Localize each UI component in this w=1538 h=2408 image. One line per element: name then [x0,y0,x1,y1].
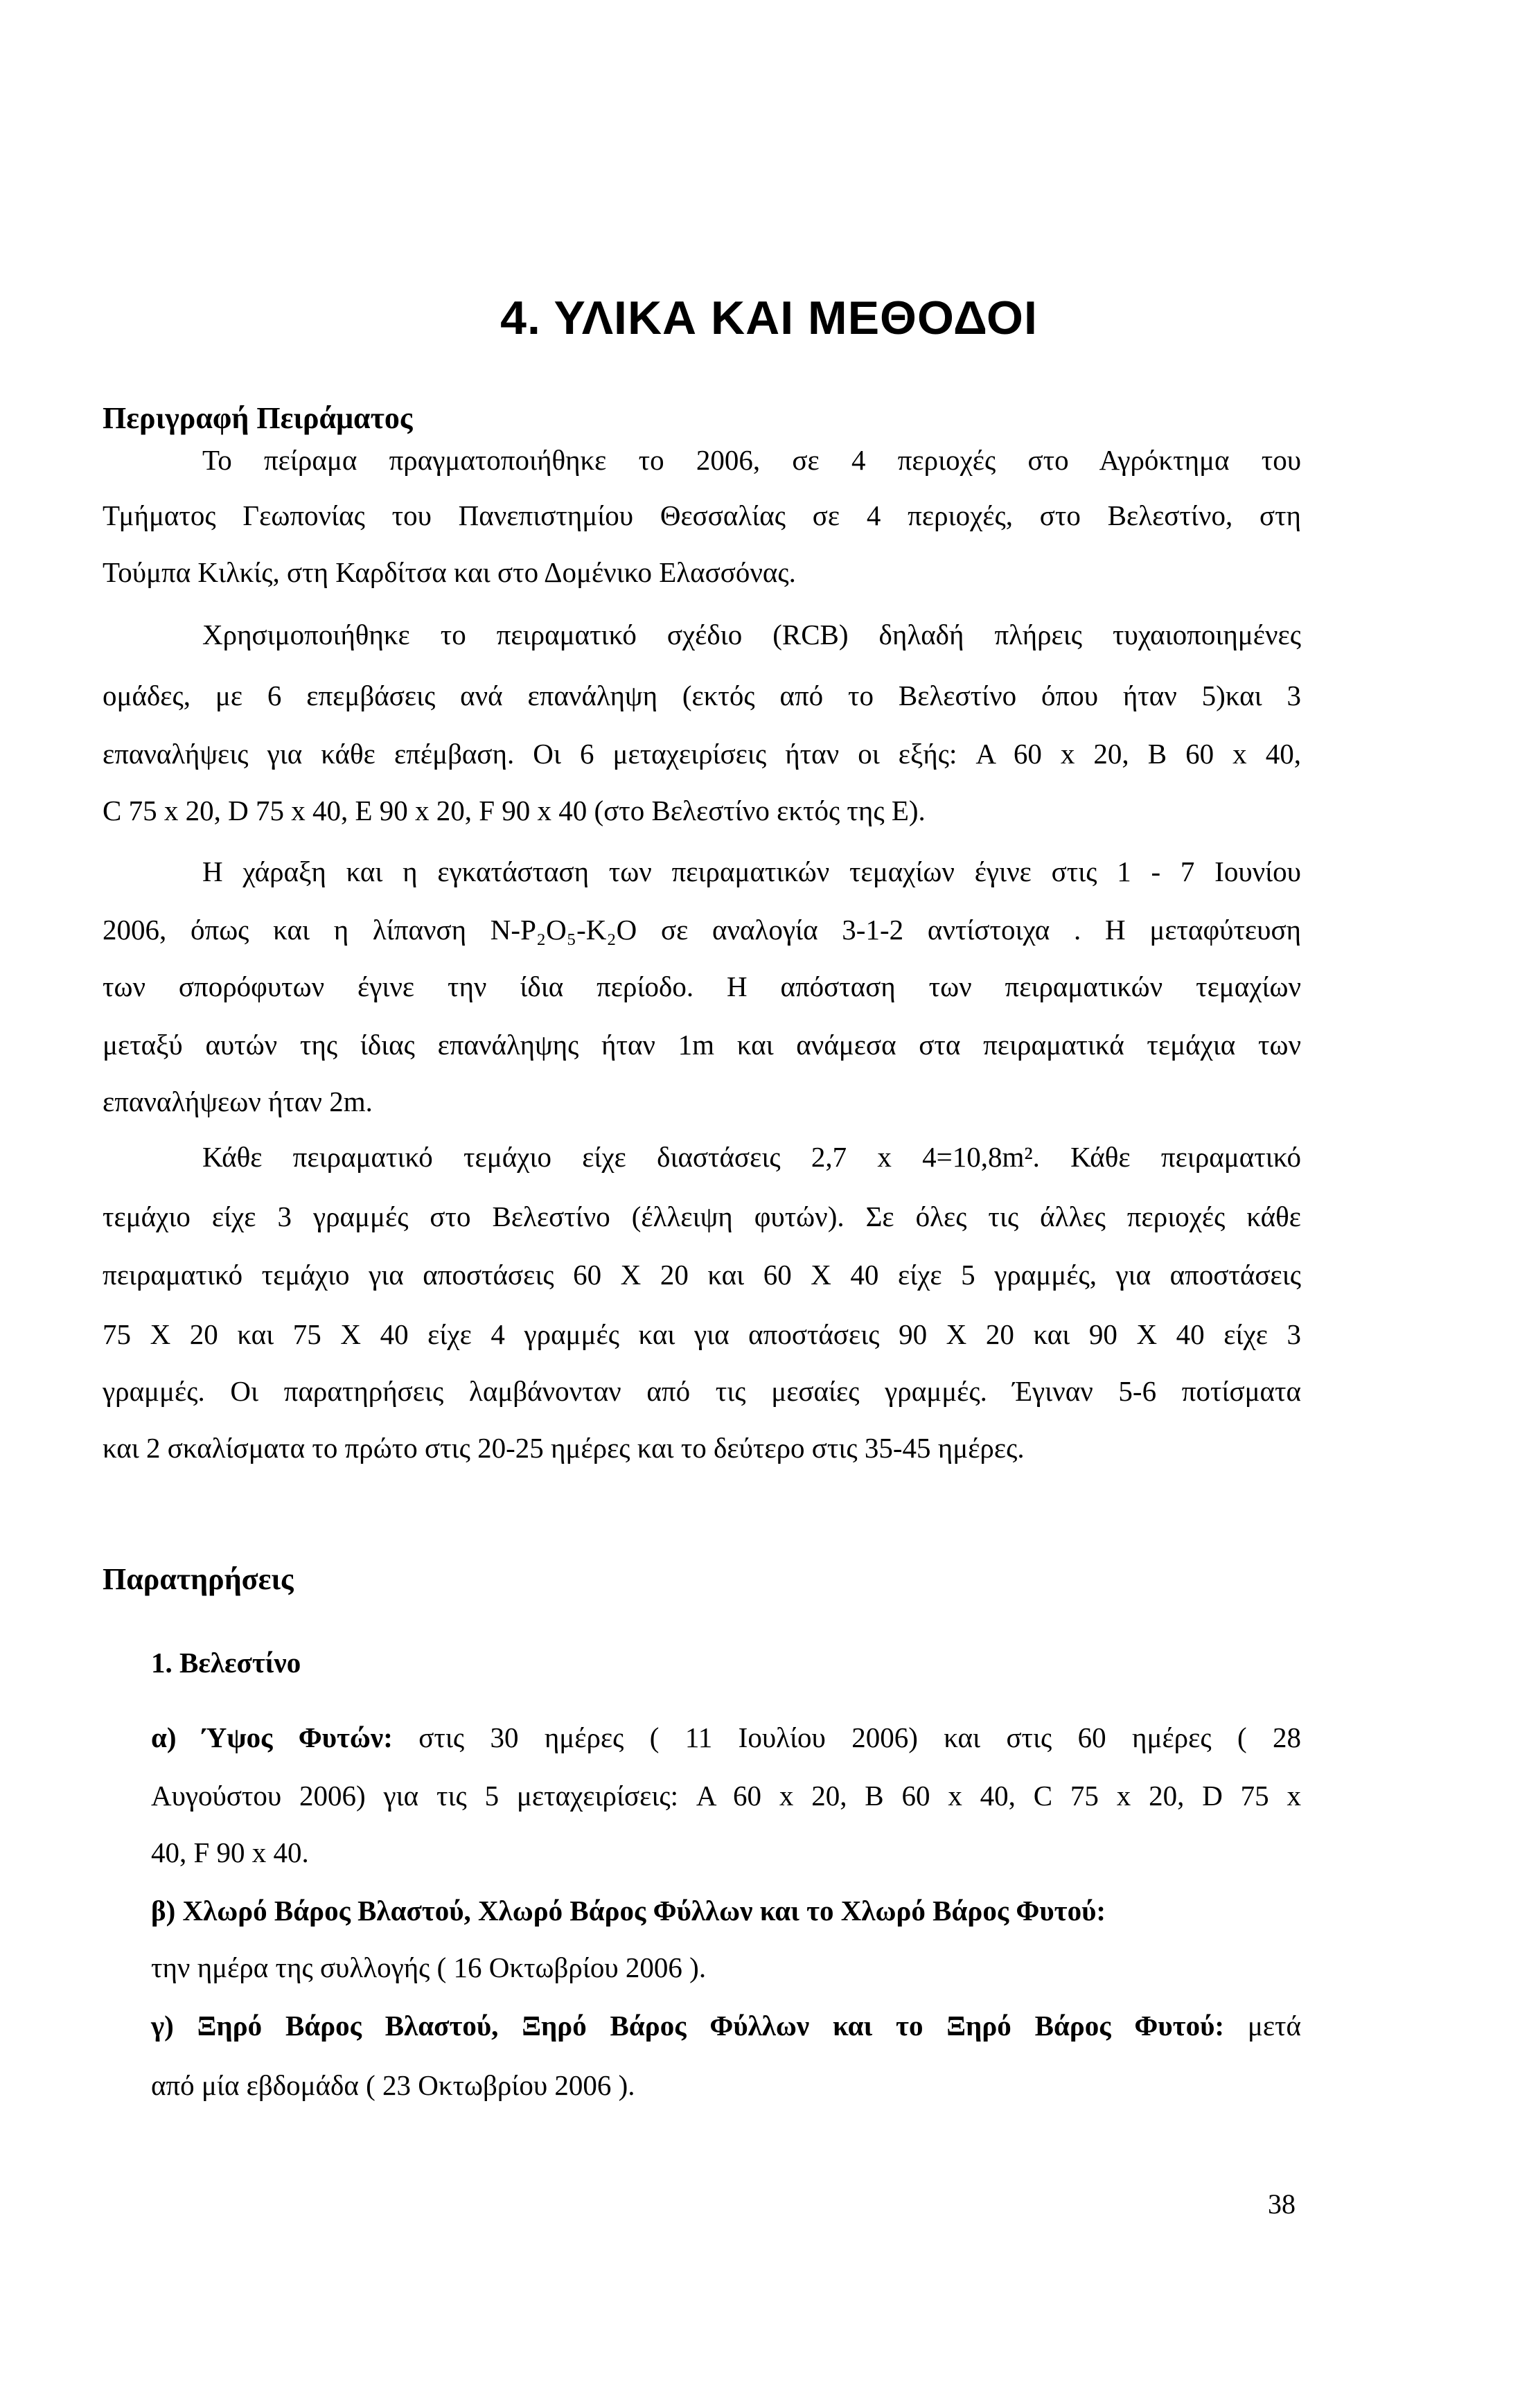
paragraph-line: Το πείραμα πραγματοποιήθηκε το 2006, σε 4 περιοχές στο Αγρόκτημα του [202,444,1301,476]
item-label-b: β) Χλωρό Βάρος Βλαστού, Χλωρό Βάρος Φύλλων και το Χλωρό Βάρος Φυτού: [151,1895,1106,1927]
item-text-c: μετά [1247,2010,1302,2042]
paragraph-line: Η χάραξη και η εγκατάσταση των πειραματικών τεμαχίων έγινε στις 1 - 7 Ιουνίου [202,856,1301,887]
paragraph-line: τεμάχιο είχε 3 γραμμές στο Βελεστίνο (έλλειψη φυτών). Σε όλες τις άλλες περιοχές κάθε [103,1201,1301,1232]
item-label-a: α) Ύψος Φυτών: [151,1721,393,1753]
item-label-c: γ) Ξηρό Βάρος Βλαστού, Ξηρό Βάρος Φύλλων και το Ξηρό Βάρος Φυτού: [151,2010,1225,2042]
subsection-heading-velestino: 1. Βελεστίνο [151,1647,301,1679]
paragraph-line: Κάθε πειραματικό τεμάχιο είχε διαστάσεις 2,7 x 4=10,8m². Κάθε πειραματικό [202,1141,1301,1173]
paragraph-line: πειραματικό τεμάχιο για αποστάσεις 60 X 20 και 60 X 40 είχε 5 γραμμές, για αποστάσεις [103,1259,1301,1291]
paragraph-line: Τμήματος Γεωπονίας του Πανεπιστημίου Θεσσαλίας σε 4 περιοχές, στο Βελεστίνο, στη [103,499,1301,531]
paragraph-line: επαναλήψεων ήταν 2m. [103,1086,373,1117]
paragraph-line: 75 X 20 και 75 X 40 είχε 4 γραμμές και για αποστάσεις 90 X 20 και 90 X 40 είχε 3 [103,1318,1301,1350]
paragraph-line: ομάδες, με 6 επεμβάσεις ανά επανάληψη (εκτός από το Βελεστίνο όπου ήταν 5)και 3 [103,680,1301,711]
paragraph-line: γραμμές. Οι παρατηρήσεις λαμβάνονταν από τις μεσαίες γραμμές. Έγιναν 5-6 ποτίσματα [103,1375,1301,1407]
page-title: 4. ΥΛΙΚΑ ΚΑΙ ΜΕΘΟΔΟΙ [500,292,1038,344]
page-number: 38 [1268,2188,1296,2220]
paragraph-line [151,2012,1301,2040]
paragraph-line: Αυγούστου 2006) για τις 5 μεταχειρίσεις: A 60 x 20, B 60 x 40, C 75 x 20, D 75 x [151,1780,1301,1812]
paragraph-line: Τούμπα Κιλκίς, στη Καρδίτσα και στο Δομένικο Ελασσόνας. [103,556,796,588]
section-heading-experiment: Περιγραφή Πειράματος [103,401,413,435]
section-heading-observations: Παρατηρήσεις [103,1562,294,1596]
paragraph-line [151,1721,1302,1753]
paragraph-line: και 2 σκαλίσματα το πρώτο στις 20-25 ημέρες και το δεύτερο στις 35-45 ημέρες. [103,1432,1025,1464]
item-text-a: στις 30 ημέρες ( 11 Ιουλίου 2006) και στις 60 ημέρες ( 28 [418,1721,1302,1753]
paragraph-line: C 75 x 20, D 75 x 40, E 90 x 20, F 90 x 40 (στο Βελεστίνο εκτός της E). [103,795,926,826]
paragraph-line: 40, F 90 x 40. [151,1836,309,1868]
paragraph-line: μεταξύ αυτών της ίδιας επανάληψης ήταν 1m και ανάμεσα στα πειραματικά τεμάχια των [103,1029,1301,1061]
paragraph-line: επαναλήψεις για κάθε επέμβαση. Οι 6 μεταχειρίσεις ήταν οι εξής: A 60 x 20, B 60 x 40, [103,738,1301,770]
paragraph-line: την ημέρα της συλλογής ( 16 Οκτωβρίου 2006 ). [151,1951,707,1983]
paragraph-line: Χρησιμοποιήθηκε το πειραματικό σχέδιο (RCB) δηλαδή πλήρεις τυχαιοποιημένες [202,619,1301,650]
paragraph-line: 2006, όπως και η λίπανση N-P₂O₅-K₂O σε αναλογία 3-1-2 αντίστοιχα . Η μεταφύτευση [103,914,1301,946]
paragraph-line: των σπορόφυτων έγινε την ίδια περίοδο. Η απόσταση των πειραματικών τεμαχίων [103,971,1301,1002]
paragraph-line: από μία εβδομάδα ( 23 Οκτωβρίου 2006 ). [151,2069,635,2101]
